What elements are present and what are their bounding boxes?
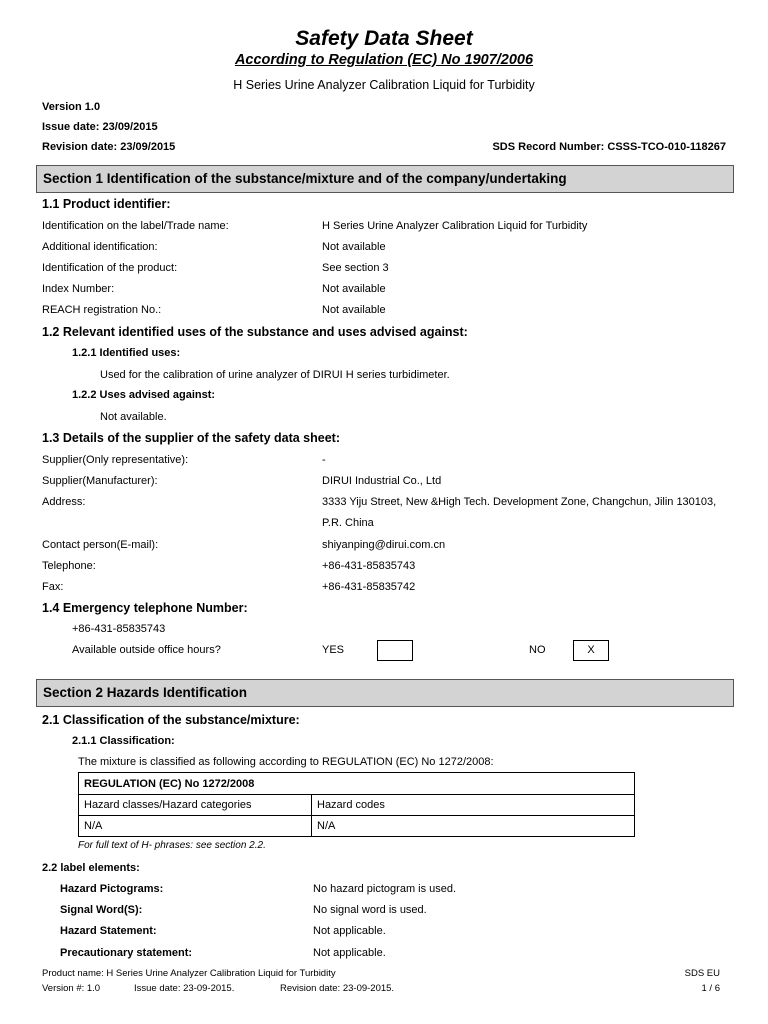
footer-doc-type: SDS EU [684,968,720,979]
row-label: Fax: [42,581,64,593]
heading-2-2: 2.2 label elements: [42,862,140,874]
section-1-header: Section 1 Identification of the substance/mixture and of the company/undertaking [36,165,734,193]
table-header-row [79,773,635,795]
row-label: Supplier(Only representative): [42,454,189,466]
sds-record-number: SDS Record Number: CSSS-TCO-010-118267 [492,141,726,153]
table-cell: N/A [312,816,635,837]
row-label: Telephone: [42,560,96,572]
office-hours-question: Available outside office hours? [72,644,221,656]
row-value: H Series Urine Analyzer Calibration Liquid for Turbidity [322,220,588,232]
row-value: - [322,454,326,466]
footer-product-name: Product name: H Series Urine Analyzer Calibration Liquid for Turbidity [42,968,336,979]
row-value: Not available [322,304,386,316]
row-value: Not applicable. [313,947,386,959]
footer-page-number: 1 / 6 [701,983,720,994]
table-column-row [79,795,635,816]
row-label: Additional identification: [42,241,158,253]
heading-1-4: 1.4 Emergency telephone Number: [42,601,248,615]
revision-date-label: Revision date: 23/09/2015 [42,141,176,153]
row-label: Supplier(Manufacturer): [42,475,158,487]
row-value: No hazard pictogram is used. [313,883,457,895]
heading-1-2-2: 1.2.2 Uses advised against: [72,389,216,401]
table-header-cell: REGULATION (EC) No 1272/2008 [79,773,635,795]
row-value: Not available [322,283,386,295]
no-checkbox[interactable]: X [573,640,609,661]
row-value: Not available [322,241,386,253]
row-label: Index Number: [42,283,115,295]
yes-checkbox[interactable] [377,640,413,661]
identified-uses-text: Used for the calibration of urine analyzer of DIRUI H series turbidimeter. [100,369,450,381]
no-label: NO [529,644,546,656]
row-label: Hazard Statement: [60,925,157,937]
row-value: No signal word is used. [313,904,427,916]
h-phrases-note: For full text of H- phrases: see section 2.2. [78,840,266,851]
heading-1-2: 1.2 Relevant identified uses of the substance and uses advised against: [42,325,468,339]
row-value: See section 3 [322,262,389,274]
row-value: P.R. China [322,517,374,529]
document-title: Safety Data Sheet [295,27,473,50]
table-cell: N/A [79,816,312,837]
footer-version: Version #: 1.0 [42,983,101,994]
row-value: +86-431-85835742 [322,581,416,593]
row-label: Precautionary statement: [60,947,193,959]
footer-issue-date: Issue date: 23-09-2015. [134,983,235,994]
row-label: Identification on the label/Trade name: [42,220,229,232]
product-name-line: H Series Urine Analyzer Calibration Liquid for Turbidity [233,78,535,92]
row-label: Address: [42,496,86,508]
column-header-hazard-codes: Hazard codes [312,795,635,816]
row-value: +86-431-85835743 [322,560,416,572]
row-label: Signal Word(S): [60,904,143,916]
row-value: DIRUI Industrial Co., Ltd [322,475,442,487]
uses-advised-against-text: Not available. [100,411,167,423]
row-value: shiyanping@dirui.com.cn [322,539,446,551]
column-header-hazard-classes: Hazard classes/Hazard categories [79,795,312,816]
classification-text: The mixture is classified as following according to REGULATION (EC) No 1272/2008: [78,756,494,768]
heading-2-1-1: 2.1.1 Classification: [72,735,175,747]
section-2-header: Section 2 Hazards Identification [36,679,734,707]
yes-label: YES [322,644,345,656]
heading-1-3: 1.3 Details of the supplier of the safety data sheet: [42,431,340,445]
regulation-table [78,772,635,837]
heading-2-1: 2.1 Classification of the substance/mixture: [42,713,300,727]
row-label: Identification of the product: [42,262,178,274]
heading-1-2-1: 1.2.1 Identified uses: [72,347,181,359]
row-value: 3333 Yiju Street, New &High Tech. Development Zone, Changchun, Jilin 130103, [322,496,717,508]
version-label: Version 1.0 [42,101,101,113]
issue-date-label: Issue date: 23/09/2015 [42,121,158,133]
row-value: Not applicable. [313,925,386,937]
emergency-phone: +86-431-85835743 [72,623,166,635]
row-label: REACH registration No.: [42,304,162,316]
heading-1-1: 1.1 Product identifier: [42,197,171,211]
row-label: Hazard Pictograms: [60,883,164,895]
document-subtitle: According to Regulation (EC) No 1907/2006 [234,52,534,68]
table-row [79,816,635,837]
row-label: Contact person(E-mail): [42,539,159,551]
footer-revision-date: Revision date: 23-09-2015. [280,983,395,994]
